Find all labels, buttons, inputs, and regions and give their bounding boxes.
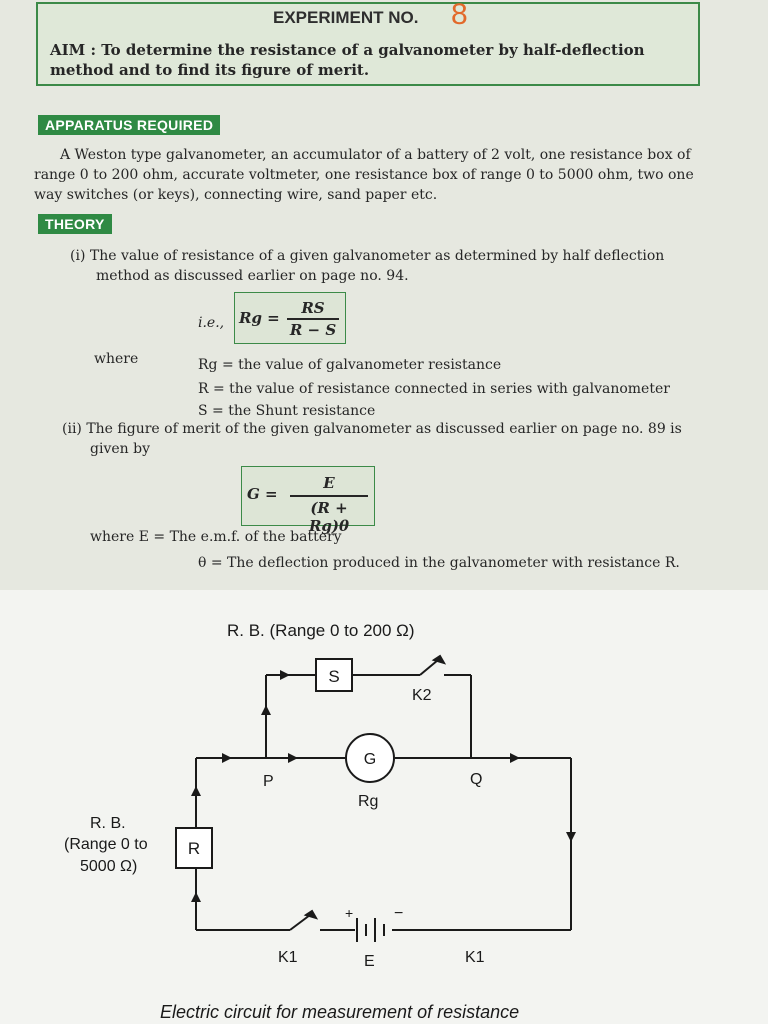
junction-q-label: Q [470, 771, 483, 788]
apparatus-heading: APPARATUS REQUIRED [38, 115, 220, 135]
rb-left-label-line-2: (Range 0 to [64, 836, 148, 853]
battery-minus-label: − [394, 905, 404, 922]
arrow-icon [222, 753, 232, 763]
g-formula-lhs: G = [247, 485, 278, 503]
arrow-icon [261, 705, 271, 715]
k1-left-label: K1 [278, 949, 298, 966]
circuit-diagram [0, 590, 768, 1024]
arrow-icon [510, 753, 520, 763]
apparatus-line-2: range 0 to 200 ohm, accurate voltmeter, one resistance box of range 0 to 5000 ohm, two one [34, 167, 694, 183]
current-arrows [191, 670, 576, 902]
def-theta: θ = The deflection produced in the galvanometer with resistance R. [198, 555, 680, 571]
shunt-label: S [328, 667, 340, 686]
rg-formula-denominator: R − S [289, 321, 337, 339]
arrow-icon [191, 786, 201, 796]
key-k2-icon [420, 656, 444, 675]
junction-p-label: P [263, 773, 274, 790]
battery-icon [357, 918, 384, 942]
rb-left-label-line-1: R. B. [90, 815, 126, 832]
theory-item-1-line-2: method as discussed earlier on page no. 94. [96, 268, 409, 284]
g-formula-numerator: E [323, 474, 335, 492]
theory-item-2-line-1: (ii) The figure of merit of the given galvanometer as discussed earlier on page no. 89 is [62, 421, 682, 437]
battery-e-label: E [364, 953, 375, 970]
rb-left-label-line-3: 5000 Ω) [80, 858, 138, 875]
apparatus-line-1: A Weston type galvanometer, an accumulator of a battery of 2 volt, one resistance box of [60, 147, 691, 163]
ie-label: i.e., [198, 315, 225, 331]
battery-plus-label: + [345, 905, 354, 921]
arrow-icon [288, 753, 298, 763]
g-formula-denominator: (R + Rg)θ [308, 499, 350, 535]
series-resistance-label: R [187, 839, 201, 858]
key-k1-icon [290, 911, 316, 930]
rg-formula-numerator: RS [301, 299, 325, 317]
arrow-icon [566, 832, 576, 842]
circuit-wires [196, 675, 571, 930]
theory-heading: THEORY [38, 214, 112, 234]
experiment-title: EXPERIMENT NO. [273, 8, 419, 27]
experiment-header-box [36, 2, 700, 86]
rg-formula-fraction-bar [287, 318, 339, 320]
galvanometer-label: G [363, 751, 377, 768]
aim-text [50, 40, 700, 80]
rb-top-label: R. B. (Range 0 to 200 Ω) [227, 621, 415, 640]
g-formula-box [241, 466, 375, 535]
def-s: S = the Shunt resistance [198, 403, 376, 419]
g-formula-fraction-bar [290, 495, 368, 497]
circuit-caption: Electric circuit for measurement of resistance [160, 1002, 520, 1022]
where-e-def: where E = The e.m.f. of the battery [90, 529, 342, 545]
apparatus-line-3: way switches (or keys), connecting wire, sand paper etc. [34, 187, 438, 203]
experiment-number: 8 [451, 0, 468, 31]
rg-formula-box [234, 292, 346, 344]
aim-line-2: method and to find its figure of merit. [50, 61, 370, 79]
theory-item-2-line-2: given by [90, 441, 150, 457]
k1-right-label: K1 [465, 949, 485, 966]
where-label: where [94, 351, 139, 367]
rg-label: Rg [358, 793, 379, 810]
rg-formula-lhs: Rg = [239, 309, 280, 327]
arrow-icon [280, 670, 290, 680]
theory-item-1-line-1: (i) The value of resistance of a given galvanometer as determined by half deflection [70, 248, 665, 264]
k2-label: K2 [412, 687, 432, 704]
def-rg: Rg = the value of galvanometer resistance [198, 357, 502, 373]
aim-line-1: AIM : To determine the resistance of a galvanometer by half-deflection [50, 41, 645, 59]
arrow-icon [191, 892, 201, 902]
def-r: R = the value of resistance connected in series with galvanometer [198, 381, 670, 397]
